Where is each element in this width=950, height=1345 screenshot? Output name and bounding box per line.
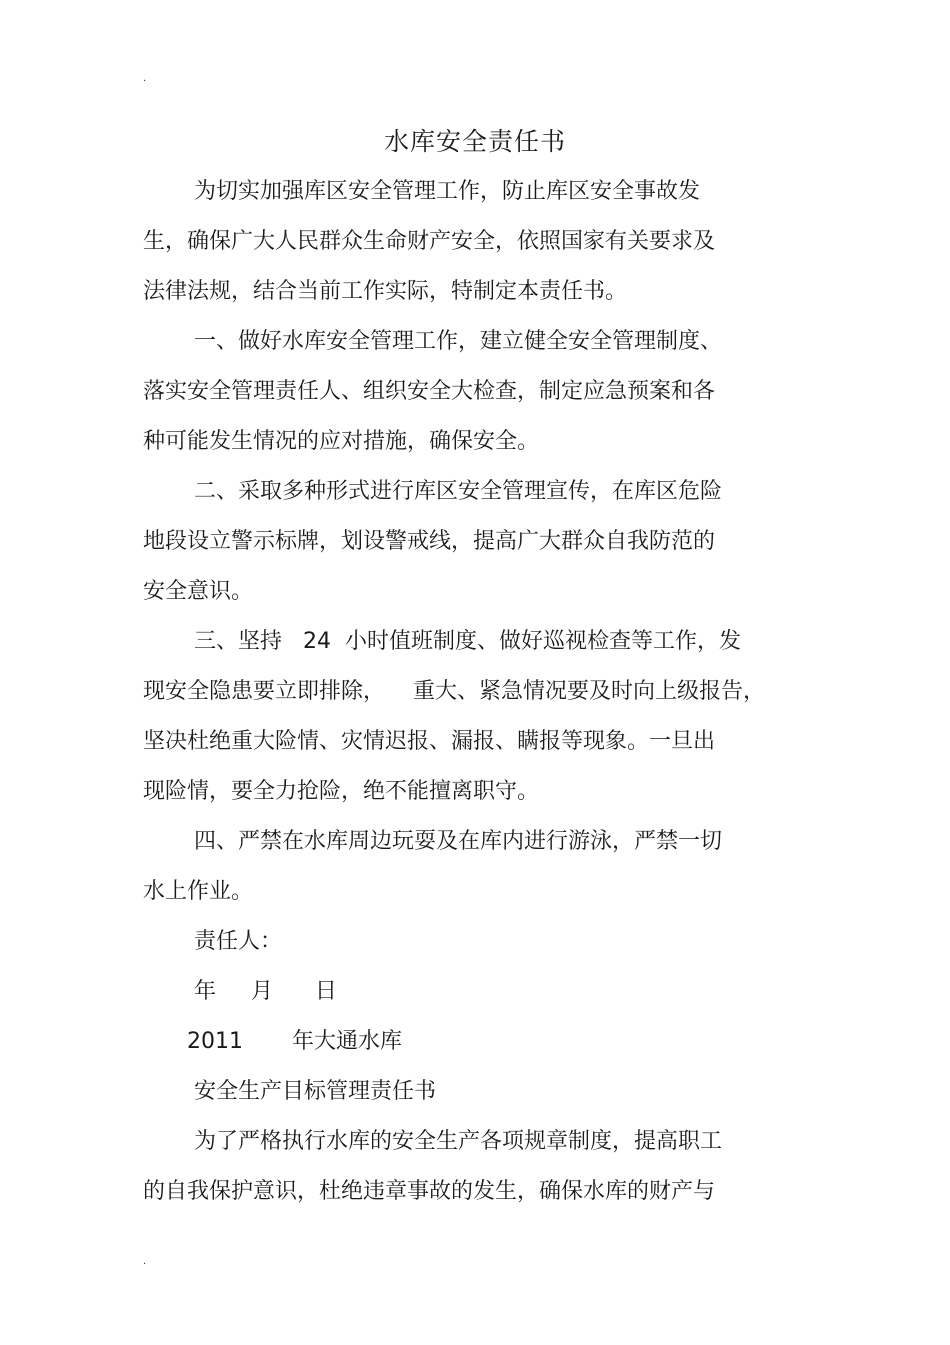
paragraph-line: 安全意识。 bbox=[143, 579, 254, 604]
paragraph-line: 生，确保广大人民群众生命财产安全，依照国家有关要求及 bbox=[143, 229, 716, 254]
paragraph-line: 现安全隐患要立即排除， 重大、紧急情况要及时向上级报告， bbox=[143, 679, 765, 704]
paragraph-line: 一、做好水库安全管理工作，建立健全安全管理制度、 bbox=[194, 329, 723, 354]
signature-label: 责任人： bbox=[194, 929, 283, 954]
paragraph-line: 为切实加强库区安全管理工作，防止库区安全事故发 bbox=[194, 179, 701, 204]
paragraph-line: 现险情，要全力抢险，绝不能擅离职守。 bbox=[143, 779, 540, 804]
date-line: 年 月 日 bbox=[194, 979, 337, 1004]
paragraph-line: 种可能发生情况的应对措施，确保安全。 bbox=[143, 429, 540, 454]
paragraph-line: 落实安全管理责任人、组织安全大检查，制定应急预案和各 bbox=[143, 379, 716, 404]
paragraph-line: 三、坚持 24 小时值班制度、做好巡视检查等工作，发 bbox=[194, 629, 741, 654]
paragraph-line: 的自我保护意识，杜绝违章事故的发生，确保水库的财产与 bbox=[143, 1179, 716, 1204]
page-mark-top: . bbox=[143, 73, 147, 84]
page-mark-bottom: . bbox=[143, 1256, 147, 1267]
paragraph-line: 二、采取多种形式进行库区安全管理宣传，在库区危险 bbox=[194, 479, 723, 504]
section-heading: 安全生产目标管理责任书 bbox=[194, 1079, 437, 1104]
paragraph-line: 水上作业。 bbox=[143, 879, 254, 904]
document-title: 水库安全责任书 bbox=[383, 127, 566, 156]
paragraph-line: 地段设立警示标牌，划设警戒线，提高广大群众自我防范的 bbox=[143, 529, 716, 554]
paragraph-line: 法律法规，结合当前工作实际，特制定本责任书。 bbox=[143, 279, 628, 304]
paragraph-line: 四、严禁在水库周边玩耍及在库内进行游泳，严禁一切 bbox=[194, 829, 723, 854]
issuer-line: 2011 年大通水库 bbox=[187, 1029, 402, 1054]
paragraph-line: 坚决杜绝重大险情、灾情迟报、漏报、瞒报等现象。一旦出 bbox=[143, 729, 716, 754]
paragraph-line: 为了严格执行水库的安全生产各项规章制度，提高职工 bbox=[194, 1129, 723, 1154]
